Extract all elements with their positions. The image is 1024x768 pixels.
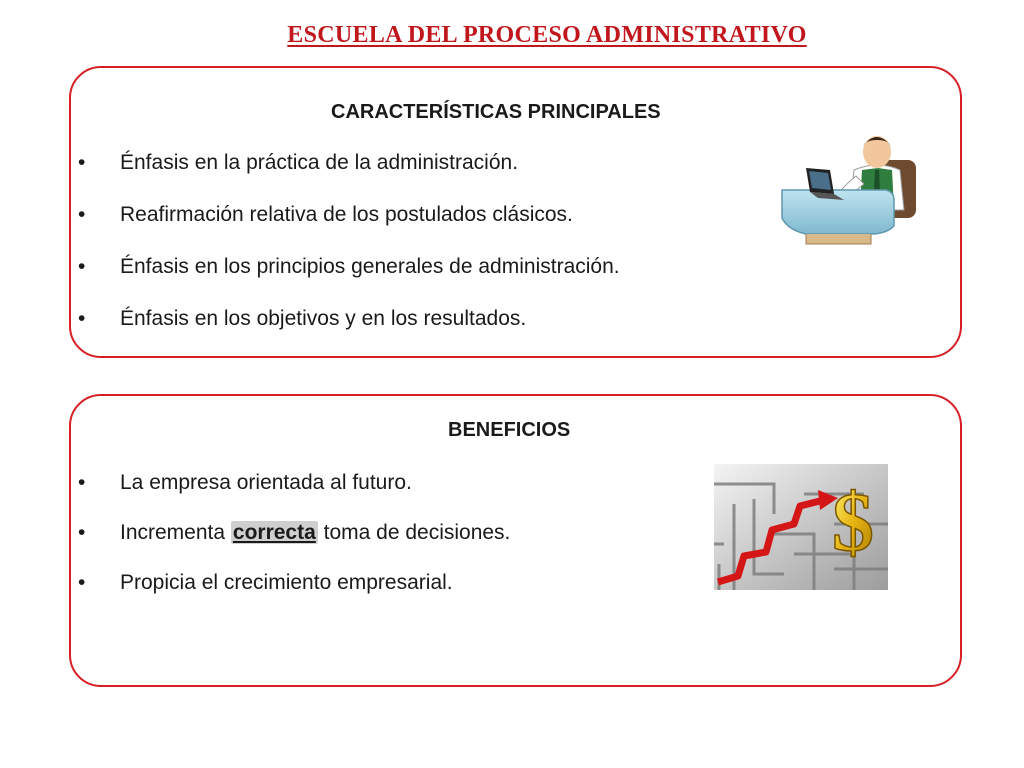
list-item: • Incrementa correcta toma de decisiones. — [2, 518, 510, 568]
bullet-icon: • — [78, 255, 86, 278]
office-worker-clipart — [776, 130, 941, 248]
benefits-heading: BENEFICIOS — [448, 419, 571, 441]
list-item: • La empresa orientada al futuro. — [2, 468, 510, 518]
list-item: • Énfasis en los objetivos y en los resultados. — [2, 304, 620, 356]
bullet-icon: • — [78, 571, 86, 594]
money-growth-clipart — [714, 464, 888, 590]
list-item: • Énfasis en la práctica de la administración. — [2, 148, 620, 200]
bullet-icon: • — [78, 203, 86, 226]
page-title: ESCUELA DEL PROCESO ADMINISTRATIVO — [287, 22, 807, 48]
characteristics-heading: CARACTERÍSTICAS PRINCIPALES — [331, 101, 661, 123]
benefits-panel — [69, 394, 962, 687]
bullet-icon: • — [78, 151, 86, 174]
bullet-icon: • — [78, 471, 86, 494]
highlighted-word: correcta — [232, 521, 316, 544]
list-item: • Propicia el crecimiento empresarial. — [2, 568, 510, 618]
characteristics-list — [2, 148, 620, 356]
bullet-icon: • — [78, 521, 86, 544]
benefits-list — [2, 468, 510, 618]
list-item: • Énfasis en los principios generales de administración. — [2, 252, 620, 304]
list-item: • Reafirmación relativa de los postulados clásicos. — [2, 200, 620, 252]
svg-text:$: $ — [832, 476, 874, 569]
characteristics-panel — [69, 66, 962, 358]
bullet-icon: • — [78, 307, 86, 330]
